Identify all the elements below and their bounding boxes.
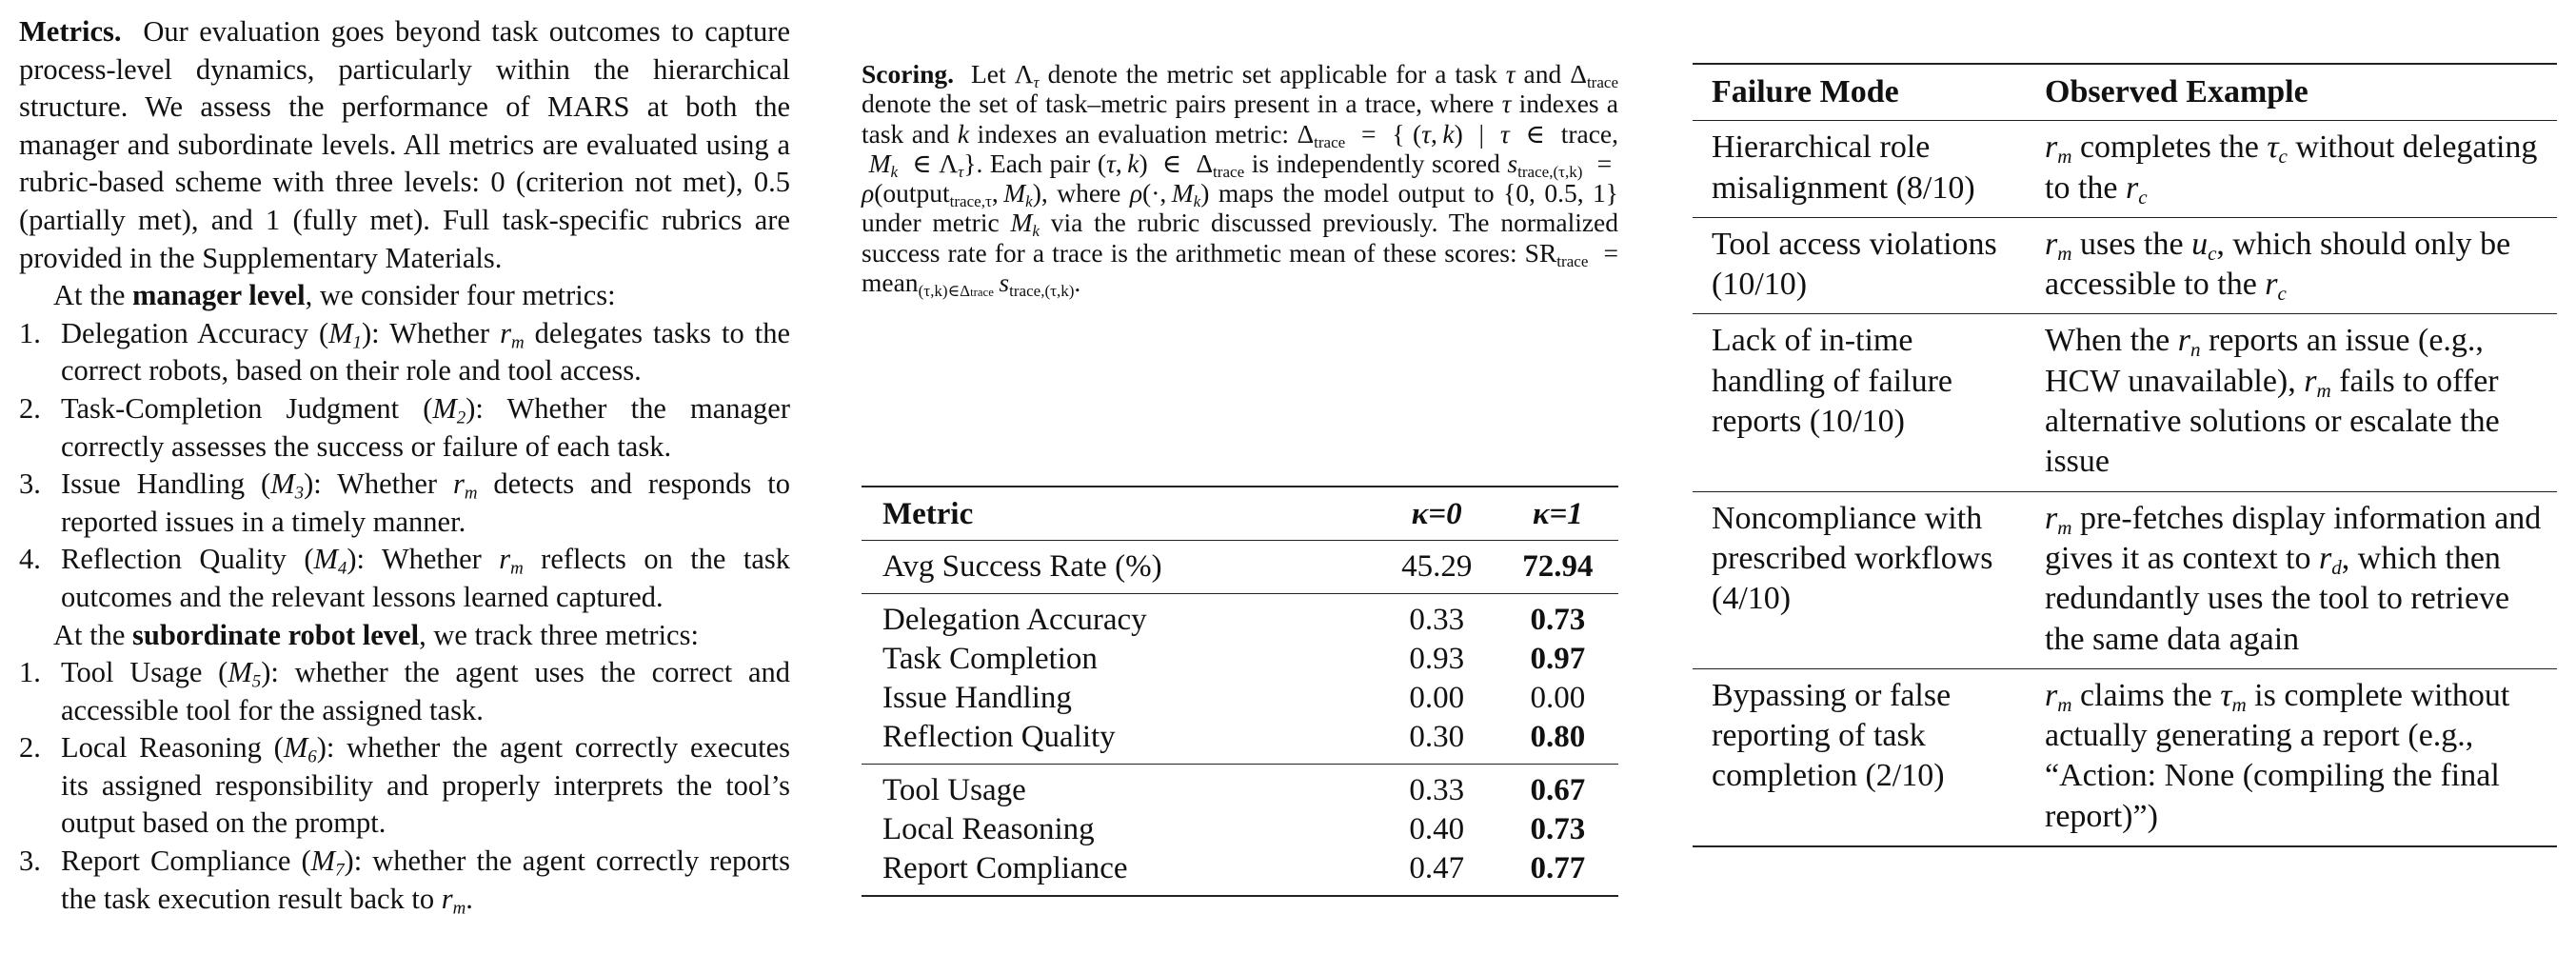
table-row bbox=[1693, 314, 2557, 491]
failure-mode: Tool access violations (10/10) bbox=[1693, 217, 2026, 314]
table-row bbox=[1693, 491, 2557, 668]
subordinate-metrics-list bbox=[19, 654, 790, 918]
list-item: 2. Task-Completion Judgment $(M_2)$: Whether the manager correctly assesses the success or failure of each task. bbox=[19, 391, 790, 463]
scoring-section bbox=[862, 59, 1619, 300]
kappa0-value: 0.00 bbox=[1409, 681, 1465, 715]
sub-bold: subordinate robot level bbox=[132, 618, 420, 651]
col-metric: Metric bbox=[862, 487, 1377, 541]
col-kappa-0: κ=0 bbox=[1377, 487, 1497, 541]
manager-prefix: At the bbox=[53, 279, 126, 312]
failure-mode-table bbox=[1693, 63, 2557, 847]
table-row bbox=[862, 640, 1618, 679]
table-row bbox=[862, 679, 1618, 718]
sub-prefix: At the bbox=[53, 618, 126, 651]
metrics-intro bbox=[19, 13, 790, 277]
observed-example: $r_m$ claims the $\tau_m$ is complete without actually generating a report (e.g., “Action: None (compiling the final report)”) bbox=[2026, 668, 2557, 846]
sub-suffix: , we track three metrics: bbox=[419, 618, 699, 651]
success-rate-table bbox=[862, 486, 1618, 897]
table-row bbox=[862, 594, 1618, 641]
observed-example: $r_m$ pre-fetches display information and gives it as context to $r_d$, which then redundantly uses the tool to retrieve the same data again bbox=[2026, 491, 2557, 668]
subordinate-level-line bbox=[19, 617, 790, 655]
scoring-heading: Scoring. bbox=[862, 59, 955, 89]
kappa1-value: 0.73 bbox=[1497, 594, 1618, 641]
kappa0-value: 0.33 bbox=[1377, 594, 1497, 641]
list-item: 1. Delegation Accuracy $(M_1)$: Whether $r_m$ delegates tasks to the correct robots, based on their role and tool access. bbox=[19, 316, 790, 388]
table-row bbox=[1693, 217, 2557, 314]
failure-mode: Bypassing or false reporting of task completion (2/10) bbox=[1693, 668, 2026, 846]
metrics-heading: Metrics. bbox=[19, 15, 122, 48]
metric-name: Task Completion bbox=[882, 642, 1098, 676]
table-row bbox=[862, 718, 1618, 765]
metric-name: Delegation Accuracy bbox=[862, 594, 1377, 641]
table-row bbox=[862, 849, 1618, 896]
metric-name: Avg Success Rate (%) bbox=[862, 541, 1377, 594]
observed-example: $r_m$ uses the $u_c$, which should only be accessible to the $r_c$ bbox=[2026, 217, 2557, 314]
kappa0-value: 0.40 bbox=[1409, 812, 1465, 846]
observed-example: When the $r_n$ reports an issue (e.g., HCW unavailable), $r_m$ fails to offer alternative solutions or escalate the issue bbox=[2026, 314, 2557, 491]
col-failure-mode: Failure Mode bbox=[1693, 64, 2026, 121]
list-item: 3. Report Compliance $(M_7)$: whether the agent correctly reports the task execution result back to $r_m$. bbox=[19, 845, 790, 918]
kappa0-value: 0.93 bbox=[1409, 642, 1465, 676]
manager-bold: manager level bbox=[132, 279, 306, 312]
metrics-intro-text: Our evaluation goes beyond task outcomes to capture process-level dynamics, particularly within the hierarchical structure. We assess the performance of MARS at both the manager and subordinate levels. All metrics are evaluated using a rubric-based scheme with three levels: 0 (criterion not met), 0.5 (partially met), and 1 (fully met). Full task-specific rubrics are provided in the Supplementary Materials. bbox=[19, 15, 791, 274]
kappa0-value: 0.30 bbox=[1409, 720, 1465, 754]
manager-metrics-list bbox=[19, 315, 790, 617]
metric-name: Report Compliance bbox=[862, 849, 1377, 896]
kappa1-value: 0.97 bbox=[1530, 642, 1586, 676]
table-row bbox=[862, 810, 1618, 849]
list-item: 2. Local Reasoning $(M_6)$: whether the agent correctly executes its assigned responsibility and properly interprets the tool’s output based on the prompt. bbox=[19, 731, 790, 840]
list-item: 1. Tool Usage $(M_5)$: whether the agent uses the correct and accessible tool for the assigned task. bbox=[19, 656, 790, 726]
observed-example: $r_m$ completes the $\tau_c$ without delegating to the $r_c$ bbox=[2026, 121, 2557, 218]
col-observed-example: Observed Example bbox=[2026, 64, 2557, 121]
scoring-paragraph: Scoring. Let $\Lambda_\tau$ denote the metric set applicable for a task τ and $\Delta_{trace}$ denote the set of task–metric pairs present in a trace, where τ indexes a task and k indexes an evaluation metric: $\Delta_{trace}$ = { (τ, k) | τ ∈ trace, $M_k$ ∈ $\Lambda_\tau$}. Each pair (τ, k) ∈ $\Delta_{trace}$ is independently scored $s_{trace,(\tau,k)}$ = ρ(output$_{trace,\tau}$, $M_k$), where ρ(·, $M_k$) maps the model output to {0, 0.5, 1} under metric $M_k$ via the rubric discussed previously. The normalized success rate for a trace is the arithmetic mean of these scores: $SR_{trace}$ = mean$_{(\tau,k)\in\Delta trace}$ $s_{trace,(\tau,k)}$. bbox=[862, 59, 1619, 300]
failure-mode: Lack of in-time handling of failure reports (10/10) bbox=[1693, 314, 2026, 491]
kappa1-value: 0.00 bbox=[1530, 681, 1586, 715]
metrics-section bbox=[19, 13, 790, 918]
manager-level-line bbox=[19, 277, 790, 315]
list-item: 4. Reflection Quality $(M_4)$: Whether $r_m$ reflects on the task outcomes and the relevant lessons learned captured. bbox=[19, 543, 790, 613]
metric-name: Tool Usage bbox=[862, 765, 1377, 811]
table-row bbox=[1693, 121, 2557, 218]
metric-name: Reflection Quality bbox=[882, 720, 1116, 754]
failure-header-row bbox=[1693, 64, 2557, 121]
metric-name: Issue Handling bbox=[882, 681, 1072, 715]
kappa1-value: 0.73 bbox=[1530, 812, 1586, 846]
failure-mode: Noncompliance with prescribed workflows (4/10) bbox=[1693, 491, 2026, 668]
kappa1-value: 0.77 bbox=[1497, 849, 1618, 896]
col-kappa-1: κ=1 bbox=[1497, 487, 1618, 541]
kappa0-value: 45.29 bbox=[1377, 541, 1497, 594]
table-row bbox=[1693, 668, 2557, 846]
manager-suffix: , we consider four metrics: bbox=[305, 279, 616, 312]
metric-name: Local Reasoning bbox=[882, 812, 1095, 846]
table-header-row bbox=[862, 487, 1618, 541]
kappa1-value: 0.80 bbox=[1530, 720, 1586, 754]
kappa0-value: 0.47 bbox=[1377, 849, 1497, 896]
table-row bbox=[862, 541, 1618, 594]
kappa0-value: 0.33 bbox=[1377, 765, 1497, 811]
table-row bbox=[862, 765, 1618, 811]
kappa1-value: 72.94 bbox=[1497, 541, 1618, 594]
failure-mode: Hierarchical role misalignment (8/10) bbox=[1693, 121, 2026, 218]
kappa1-value: 0.67 bbox=[1497, 765, 1618, 811]
list-item: 3. Issue Handling $(M_3)$: Whether $r_m$ detects and responds to reported issues in a timely manner. bbox=[19, 467, 790, 538]
